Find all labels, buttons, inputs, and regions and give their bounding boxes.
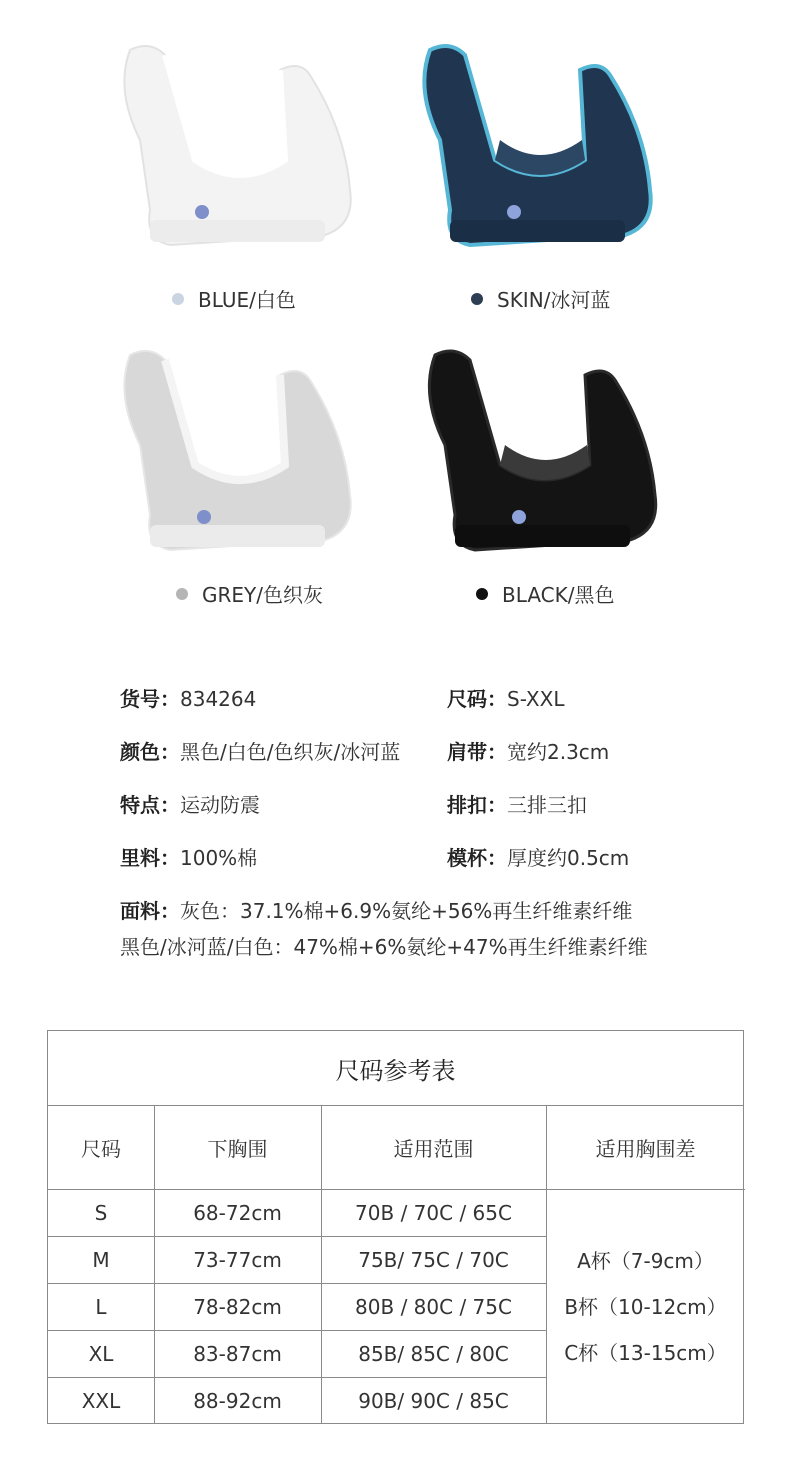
color-dot [172,293,184,305]
product-image-grey [110,345,370,565]
color-label-blue [471,284,610,313]
color-name: SKIN/冰河蓝 [497,288,611,312]
cup-diff-list [546,1189,745,1424]
spec-strap: 肩带：宽约2.3cm [447,740,610,764]
cell-size: M [92,1247,110,1272]
spec-lining: 里料：100%棉 [120,846,258,870]
color-dot [176,588,188,600]
cup-diff-c: C杯（13-15cm） [564,1340,727,1365]
cell-size: XXL [81,1388,121,1413]
cell-under-bust: 78-82cm [193,1294,282,1319]
spec-cup: 模杯：厚度约0.5cm [447,846,630,870]
header-cup-diff: 适用胸围差 [595,1137,696,1161]
spec-buckle: 排扣：三排三扣 [447,793,587,817]
spec-color: 颜色：黑色/白色/色织灰/冰河蓝 [120,740,401,764]
cell-range: 75B/ 75C / 70C [358,1247,509,1272]
cup-diff-a: A杯（7-9cm） [577,1248,714,1273]
spec-fabric-2: 黑色/冰河蓝/白色：47%棉+6%氨纶+47%再生纤维素纤维 [120,935,648,959]
header-size: 尺码 [81,1137,121,1161]
cell-range: 80B / 80C / 75C [355,1294,512,1319]
spec-fabric: 面料：灰色：37.1%棉+6.9%氨纶+56%再生纤维素纤维 [120,899,633,923]
cell-size: S [94,1200,108,1225]
spec-item-no: 货号：834264 [120,687,257,711]
product-image-white [110,40,370,260]
color-dot [471,293,483,305]
color-label-white [172,284,296,313]
header-range: 适用范围 [393,1137,474,1161]
spec-size: 尺码：S-XXL [447,687,565,711]
cell-under-bust: 68-72cm [193,1200,282,1225]
color-name: BLACK/黑色 [502,583,615,607]
cell-size: L [95,1294,107,1319]
cup-diff-b: B杯（10-12cm） [564,1294,727,1319]
color-name: BLUE/白色 [198,288,296,312]
cell-range: 70B / 70C / 65C [355,1200,512,1225]
color-label-black [476,579,614,608]
cell-under-bust: 73-77cm [193,1247,282,1272]
size-chart-table [47,1030,744,1424]
size-chart-title: 尺码参考表 [48,1031,743,1106]
product-image-black [415,345,675,565]
header-under-bust: 下胸围 [207,1137,268,1161]
cell-range: 90B/ 90C / 85C [358,1388,509,1413]
cell-size: XL [88,1341,114,1366]
color-label-grey [176,579,323,608]
color-dot [476,588,488,600]
cell-range: 85B/ 85C / 80C [358,1341,509,1366]
cell-under-bust: 83-87cm [193,1341,282,1366]
cell-under-bust: 88-92cm [193,1388,282,1413]
spec-feature: 特点：运动防震 [120,793,260,817]
color-name: GREY/色织灰 [202,583,323,607]
product-image-blue [410,40,670,260]
